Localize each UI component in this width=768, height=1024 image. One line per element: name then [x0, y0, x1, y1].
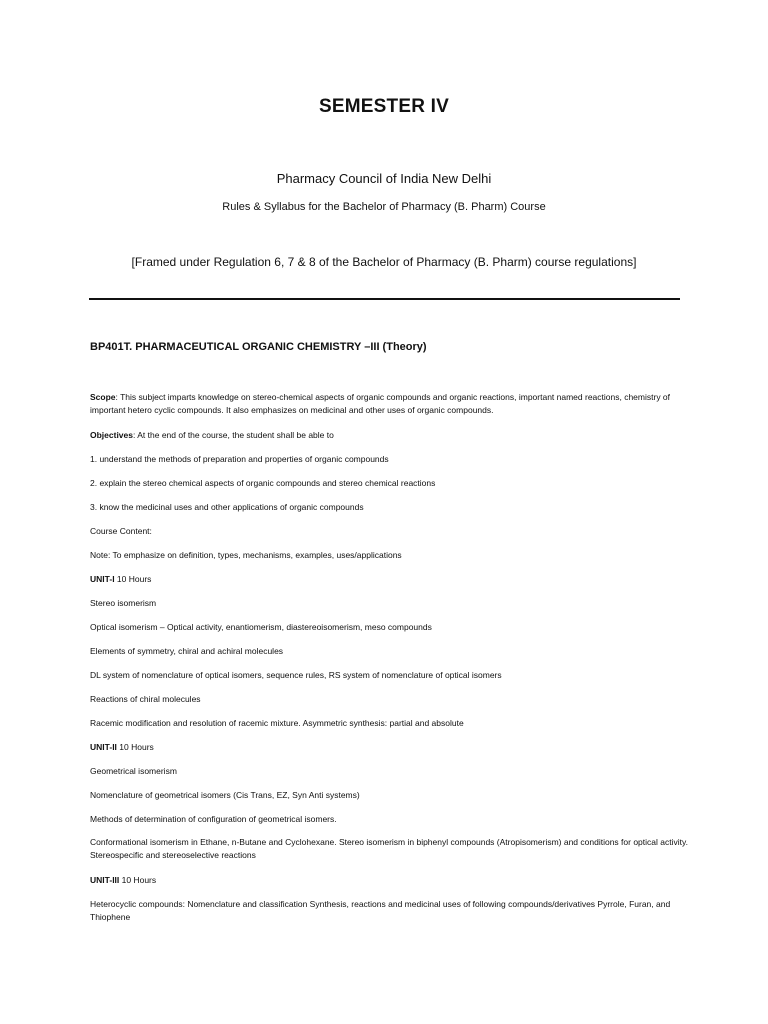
objectives-label: Objectives	[90, 430, 133, 440]
note-line: Note: To emphasize on definition, types, mechanisms, examples, uses/applications	[90, 550, 402, 560]
scope-text: : This subject imparts knowledge on stereo-chemical aspects of organic compounds and organic reactions, important named reactions, chemistry of important hetero cyclic compounds. It also emphasizes on medicinal and other uses of organic compounds.	[90, 392, 671, 415]
unit-topic: Heterocyclic compounds: Nomenclature and classification Synthesis, reactions and medicinal uses of following compounds/derivatives Pyrrole, Furan, and Thiophene	[90, 899, 671, 922]
objectives-paragraph	[90, 429, 690, 442]
objective-item: 3. know the medicinal uses and other applications of organic compounds	[90, 502, 364, 512]
framed-note: [Framed under Regulation 6, 7 & 8 of the Bachelor of Pharmacy (B. Pharm) course regulations]	[131, 255, 637, 269]
unit-topic: Conformational isomerism in Ethane, n-Butane and Cyclohexane. Stereo isomerism in biphenyl compounds (Atropisomerism) and conditions for optical activity. Stereospecific and stereoselective reactions	[90, 837, 688, 860]
unit-topic: Nomenclature of geometrical isomers (Cis Trans, EZ, Syn Anti systems)	[90, 790, 360, 800]
unit-label: UNIT-III	[90, 875, 120, 885]
unit-topic: DL system of nomenclature of optical isomers, sequence rules, RS system of nomenclature of optical isomers	[90, 670, 502, 680]
horizontal-divider	[89, 298, 680, 300]
unit-heading	[90, 741, 690, 754]
semester-title: SEMESTER IV	[319, 96, 449, 117]
unit-topic: Elements of symmetry, chiral and achiral molecules	[90, 646, 284, 656]
objectives-text: : At the end of the course, the student shall be able to	[133, 430, 334, 440]
unit-hours: 10 Hours	[116, 742, 154, 752]
unit-heading	[90, 874, 690, 887]
unit-heading	[90, 573, 690, 586]
unit-topic: Methods of determination of configuration of geometrical isomers.	[90, 814, 337, 824]
unit-label: UNIT-II	[90, 742, 117, 752]
course-title: BP401T. PHARMACEUTICAL ORGANIC CHEMISTRY –III (Theory)	[90, 341, 427, 353]
objective-item: 2. explain the stereo chemical aspects of organic compounds and stereo chemical reactions	[90, 478, 436, 488]
course-content-label: Course Content:	[90, 526, 152, 536]
objective-item: 1. understand the methods of preparation and properties of organic compounds	[90, 454, 389, 464]
unit-topic: Reactions of chiral molecules	[90, 694, 201, 704]
scope-label: Scope	[90, 392, 116, 402]
unit-hours: 10 Hours	[114, 574, 152, 584]
scope-paragraph	[90, 391, 690, 417]
unit-topic: Optical isomerism – Optical activity, enantiomerism, diastereoisomerism, meso compounds	[90, 622, 432, 632]
unit-topic: Geometrical isomerism	[90, 766, 177, 776]
unit-topic: Stereo isomerism	[90, 598, 157, 608]
council-name: Pharmacy Council of India New Delhi	[276, 171, 492, 186]
unit-hours: 10 Hours	[119, 875, 157, 885]
unit-label: UNIT-I	[90, 574, 115, 584]
unit-topic: Racemic modification and resolution of racemic mixture. Asymmetric synthesis: partial and absolute	[90, 718, 464, 728]
rules-subtitle: Rules & Syllabus for the Bachelor of Pharmacy (B. Pharm) Course	[222, 201, 546, 213]
